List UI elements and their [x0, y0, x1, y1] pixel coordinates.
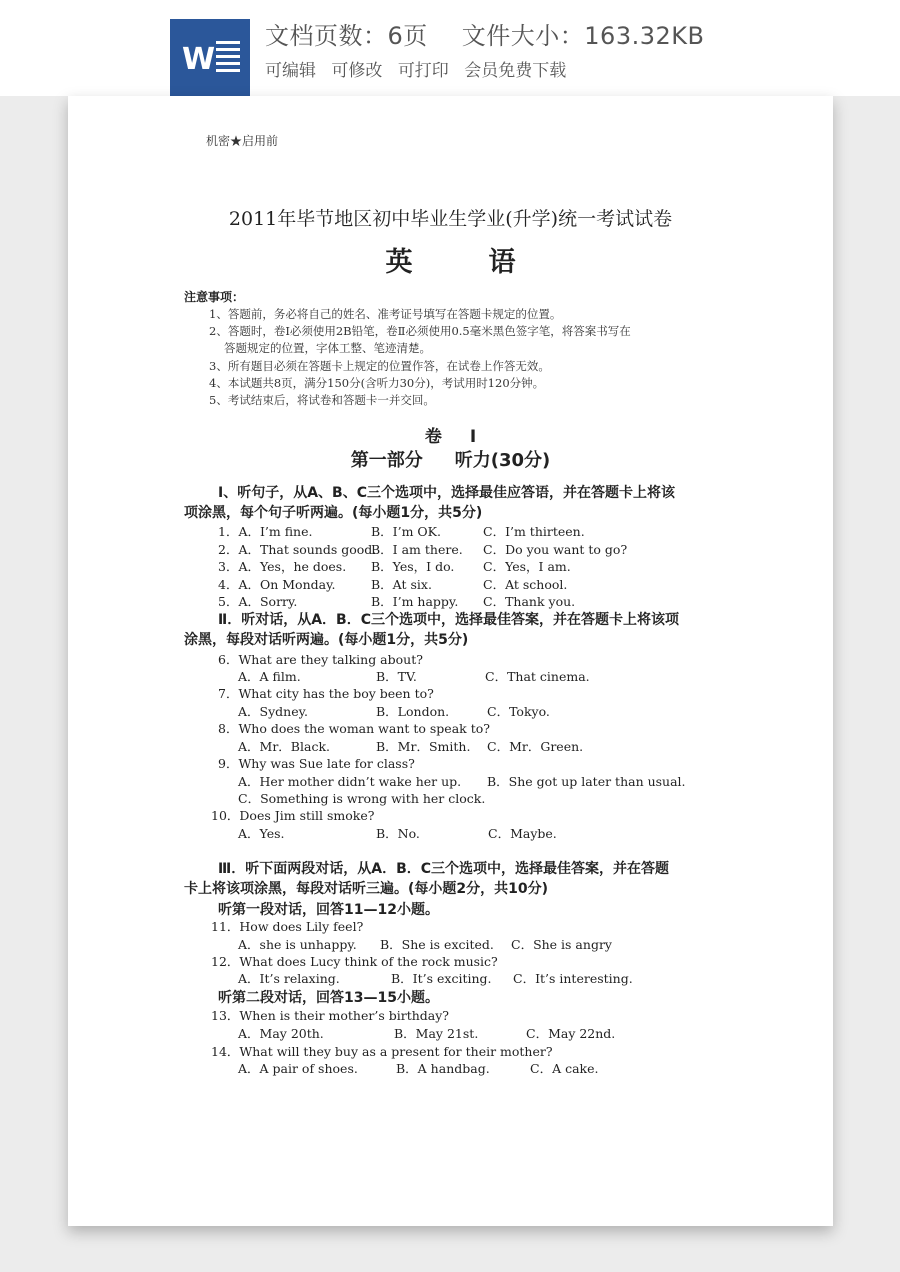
word-icon-lines: [216, 41, 240, 81]
question-option-c: C．A cake.: [530, 1061, 599, 1076]
question-option-a: 3．A．Yes，he does.: [218, 559, 347, 574]
volume-heading: [68, 422, 833, 447]
volume-number: Ⅰ: [469, 427, 477, 447]
question-text: 9．Why was Sue late for class?: [218, 756, 415, 771]
question-text: 12．What does Lucy think of the rock music?: [211, 954, 498, 969]
notice-item: 1、答题前，务必将自己的姓名、准考证号填写在答题卡规定的位置。: [209, 307, 562, 321]
question-text: 14．What will they buy as a present for their mother?: [211, 1044, 553, 1059]
question-text: 13．When is their mother’s birthday?: [211, 1008, 449, 1023]
feature-printable: 可打印: [397, 61, 449, 81]
section-2-instructions: 涂黑，每段对话听两遍。(每小题1分，共5分): [184, 632, 469, 648]
notice-item: 3、所有题目必须在答题卡上规定的位置作答，在试卷上作答无效。: [209, 359, 550, 373]
question-option-c: C．I’m thirteen.: [483, 524, 585, 539]
question-option-a: A．Her mother didn’t wake her up.: [238, 774, 462, 789]
question-option-b: B．She got up later than usual.: [487, 774, 686, 789]
notice-item: 4、本试题共8页，满分150分(含听力30分)，考试用时120分钟。: [209, 376, 545, 390]
confidential-label: 机密★启用前: [206, 134, 279, 148]
question-option-c: C．It’s interesting.: [513, 971, 633, 986]
question-option-b: B．I am there.: [371, 542, 463, 557]
question-option-b: B．I’m happy.: [371, 594, 459, 609]
subsection-heading: 听第一段对话，回答11—12小题。: [218, 902, 439, 918]
question-text: 10．Does Jim still smoke?: [211, 808, 375, 823]
question-option-a: A．Yes.: [238, 826, 285, 841]
question-option-b: B．I’m OK.: [371, 524, 441, 539]
feature-editable: 可编辑: [265, 61, 316, 81]
question-option-b: B．TV.: [376, 669, 417, 684]
section-3-instructions: Ⅲ．听下面两段对话，从A．B．C三个选项中，选择最佳答案，并在答题: [218, 861, 670, 877]
question-text: 8．Who does the woman want to speak to?: [218, 721, 490, 736]
question-option-b: B．Mr．Smith.: [376, 739, 471, 754]
notice-item: 5、考试结束后，将试卷和答题卡一并交回。: [209, 393, 435, 407]
question-option-b: B．It’s exciting.: [391, 971, 492, 986]
question-option-b: B．Yes，I do.: [371, 559, 455, 574]
subject-char-2: 语: [488, 247, 516, 278]
question-option-c: C．Mr．Green.: [487, 739, 584, 754]
document-page: [68, 96, 833, 1226]
question-option-c: C．Tokyo.: [487, 704, 550, 719]
question-option-a: A．she is unhappy.: [238, 937, 357, 952]
question-option-c: C．Thank you.: [483, 594, 576, 609]
page-count: 文档页数：6页: [265, 22, 428, 50]
exam-title: 2011年毕节地区初中毕业生学业(升学)统一考试试卷: [228, 208, 673, 230]
notice-item: 2、答题时，卷Ⅰ必须使用2B铅笔，卷Ⅱ必须使用0.5毫米黑色签字笔，将答案书写在: [209, 324, 631, 338]
question-option-c: C．She is angry: [511, 937, 612, 952]
question-option-a: A．Mr．Black.: [238, 739, 330, 754]
word-icon-letter: W: [182, 42, 216, 77]
question-option-a: A．A film.: [238, 669, 301, 684]
file-size: 文件大小：163.32KB: [461, 22, 705, 50]
question-option-b: B．No.: [376, 826, 420, 841]
question-option-a: 4．A．On Monday.: [218, 577, 336, 592]
question-option-a: A．May 20th.: [238, 1026, 324, 1041]
question-option-c: C．Something is wrong with her clock.: [238, 791, 486, 806]
question-option-b: B．May 21st.: [394, 1026, 479, 1041]
section-2-instructions: Ⅱ．听对话，从A．B．C三个选项中，选择最佳答案，并在答题卡上将该项: [218, 612, 680, 628]
word-document-icon: [170, 19, 250, 96]
banner-features: [265, 56, 576, 81]
question-option-c: C．May 22nd.: [526, 1026, 616, 1041]
question-option-b: B．A handbag.: [396, 1061, 490, 1076]
subject-heading: [68, 240, 833, 279]
question-text: 11．How does Lily feel?: [211, 919, 364, 934]
notice-heading: 注意事项：: [184, 290, 245, 304]
question-option-b: B．At six.: [371, 577, 432, 592]
volume-label: 卷: [424, 427, 442, 447]
question-option-a: 1．A．I’m fine.: [218, 524, 313, 539]
download-banner: [0, 0, 900, 96]
feature-modifiable: 可修改: [331, 61, 383, 81]
notice-item: 答题规定的位置，字体工整、笔迹清楚。: [224, 341, 431, 355]
question-text: 7．What city has the boy been to?: [218, 686, 434, 701]
banner-file-info: [265, 16, 738, 51]
question-option-a: 5．A．Sorry.: [218, 594, 298, 609]
subject-char-1: 英: [385, 247, 413, 278]
feature-member-download: 会员免费下载: [464, 61, 567, 81]
question-option-a: 2．A．That sounds good.: [218, 542, 377, 557]
question-text: 6．What are they talking about?: [218, 652, 423, 667]
question-option-c: C．At school.: [483, 577, 568, 592]
question-option-a: A．Sydney.: [238, 704, 308, 719]
question-option-b: B．London.: [376, 704, 450, 719]
question-option-c: C．Maybe.: [488, 826, 557, 841]
section-1-instructions: Ⅰ、听句子，从A、B、C三个选项中，选择最佳应答语，并在答题卡上将该: [218, 485, 675, 501]
question-option-a: A．A pair of shoes.: [238, 1061, 358, 1076]
section-3-instructions: 卡上将该项涂黑，每段对话听三遍。(每小题2分，共10分): [184, 881, 549, 897]
subsection-heading: 听第二段对话，回答13—15小题。: [218, 990, 439, 1006]
question-option-a: A．It’s relaxing.: [238, 971, 340, 986]
question-option-c: C．That cinema.: [485, 669, 590, 684]
section-1-instructions: 项涂黑，每个句子听两遍。(每小题1分，共5分): [184, 505, 483, 521]
part-label: 第一部分: [350, 450, 423, 471]
question-option-c: C．Do you want to go?: [483, 542, 628, 557]
part-title: 听力(30分): [454, 450, 551, 471]
question-option-b: B．She is excited.: [380, 937, 494, 952]
question-option-c: C．Yes，I am.: [483, 559, 571, 574]
part-heading: [68, 446, 833, 472]
